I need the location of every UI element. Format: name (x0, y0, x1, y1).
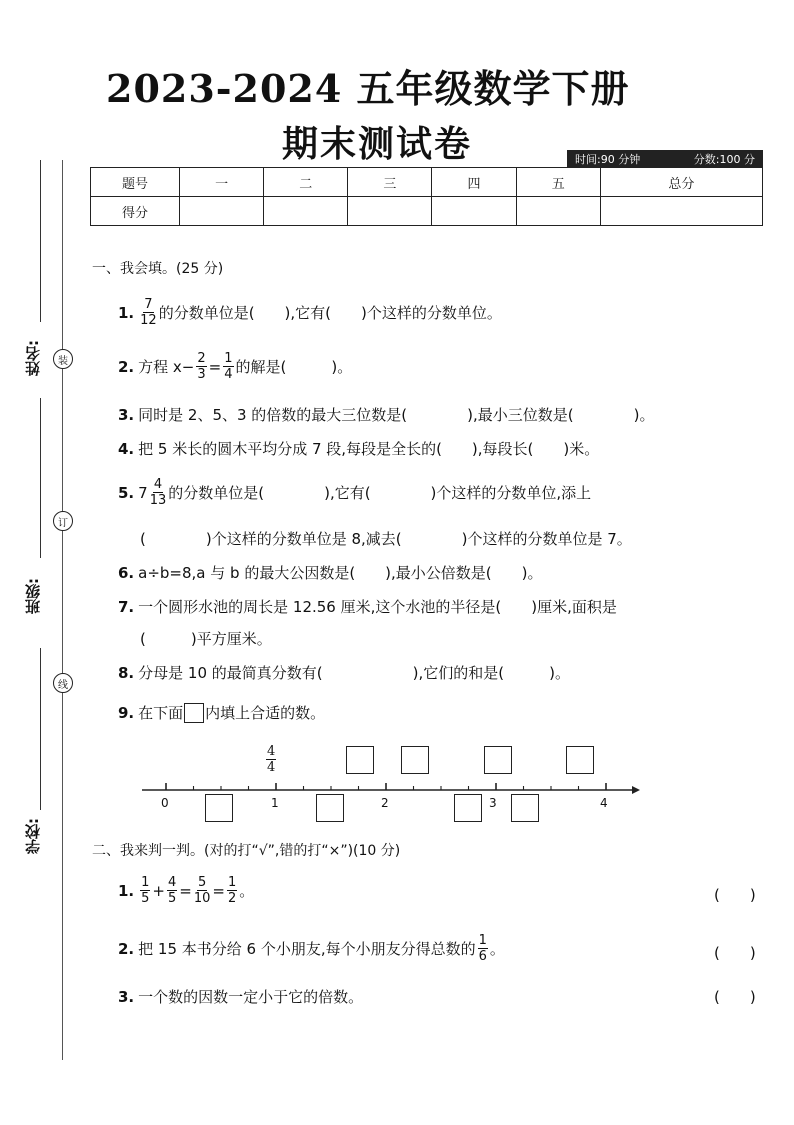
question-number: 9. (118, 703, 135, 722)
number-line-ticks (166, 783, 606, 790)
question-number: 1. (118, 881, 135, 900)
fraction (194, 876, 211, 905)
question-text: 一个圆形水池的周长是 12.56 厘米,这个水池的半径是( )厘米,面积是 (138, 598, 617, 616)
fraction (167, 876, 177, 905)
period: 。 (239, 882, 255, 900)
fraction-numerator: 4 (168, 875, 177, 890)
question-text: 把 5 米长的圆木平均分成 7 段,每段是全长的( ),每段长( )米。 (138, 440, 600, 458)
answer-box[interactable] (484, 746, 512, 774)
question-text: a÷b=8,a 与 b 的最大公因数是( ),最小公倍数是( )。 (138, 564, 543, 582)
question-text: 的分数单位是( ),它有( )个这样的分数单位。 (158, 304, 502, 322)
table-cell: 三 (348, 168, 432, 197)
fraction-numerator: 1 (224, 351, 233, 366)
question-5-line2: ( )个这样的分数单位是 8,减去( )个这样的分数单位是 7。 (140, 530, 632, 548)
judge-question-1 (118, 876, 254, 905)
judge-answer-2[interactable]: ( ) (714, 944, 756, 962)
judge-answer-1[interactable]: ( ) (714, 886, 756, 904)
table-cell: 一 (180, 168, 264, 197)
number-line-fraction (266, 745, 276, 774)
table-cell: 得分 (91, 197, 180, 226)
period: 。 (489, 940, 505, 958)
question-7-line2: ( )平方厘米。 (140, 630, 272, 648)
tick-label-1: 1 (271, 796, 279, 810)
question-text: 方程 x− (138, 358, 195, 376)
question-number: 2. (118, 357, 135, 376)
tick-label-2: 2 (381, 796, 389, 810)
question-text: 一个数的因数一定小于它的倍数。 (138, 988, 364, 1006)
section-heading-judge: 二、我来判一判。(对的打“√”,错的打“×”)(10 分) (92, 843, 401, 859)
question-number: 8. (118, 663, 135, 682)
equals-sign: = (179, 881, 192, 900)
question-text: 把 15 本书分给 6 个小朋友,每个小朋友分得总数的 (138, 940, 476, 958)
question-text: 在下面 (138, 704, 184, 722)
fraction-numerator: 1 (478, 933, 487, 948)
seal-mark-zhuang: 装 (53, 349, 73, 369)
fraction-numerator: 1 (141, 875, 150, 890)
name-label: 姓名: (24, 340, 42, 376)
judge-question-3 (118, 986, 363, 1007)
fraction-denominator: 13 (149, 493, 167, 508)
fraction-numerator: 4 (153, 477, 163, 492)
answer-box[interactable] (205, 794, 233, 822)
time-limit: 时间:90 分钟 (575, 152, 641, 166)
plus-sign: + (152, 881, 165, 900)
fraction-denominator: 5 (168, 891, 177, 906)
tick-label-4: 4 (600, 796, 608, 810)
fraction-denominator: 4 (224, 367, 233, 382)
arrow-icon (632, 786, 640, 794)
table-cell: 二 (264, 168, 348, 197)
table-cell: 四 (432, 168, 516, 197)
question-text: 的解是( )。 (235, 358, 353, 376)
table-cell: 总分 (600, 168, 762, 197)
fraction-denominator: 6 (478, 949, 487, 964)
question-number: 2. (118, 939, 135, 958)
question-text: 的分数单位是( ),它有( )个这样的分数单位,添上 (168, 484, 592, 502)
fraction-numerator: 1 (227, 875, 237, 890)
tick-label-0: 0 (161, 796, 169, 810)
answer-box[interactable] (511, 794, 539, 822)
mixed-whole: 7 (138, 483, 148, 502)
question-text: 内填上合适的数。 (205, 704, 326, 722)
question-text: 分母是 10 的最简真分数有( ),它们的和是( )。 (138, 664, 570, 682)
question-number: 5. (118, 483, 135, 502)
total-score: 分数:100 分 (693, 152, 755, 166)
fraction-denominator: 10 (193, 891, 211, 906)
tick-label-3: 3 (489, 796, 497, 810)
question-number: 4. (118, 439, 135, 458)
answer-box[interactable] (346, 746, 374, 774)
question-number: 3. (118, 987, 135, 1006)
answer-box[interactable] (566, 746, 594, 774)
section-heading-fill: 一、我会填。(25 分) (92, 261, 224, 277)
fraction (140, 876, 150, 905)
fraction-denominator: 4 (267, 760, 276, 775)
equals-sign: = (212, 881, 225, 900)
seal-mark-xian: 线 (53, 673, 73, 693)
fraction-numerator: 4 (267, 744, 276, 759)
answer-box[interactable] (316, 794, 344, 822)
page-title: 2023-2024 五年级数学下册 (106, 66, 630, 111)
question-text: 同时是 2、5、3 的倍数的最大三位数是( ),最小三位数是( )。 (138, 406, 655, 424)
fraction-numerator: 2 (197, 351, 206, 366)
answer-box[interactable] (401, 746, 429, 774)
answer-box[interactable] (454, 794, 482, 822)
fraction-denominator: 5 (141, 891, 150, 906)
table-cell: 题号 (91, 168, 180, 197)
fraction-numerator: 5 (197, 875, 207, 890)
judge-answer-3[interactable]: ( ) (714, 988, 756, 1006)
table-cell: 五 (516, 168, 600, 197)
class-label: 班级: (24, 578, 42, 614)
seal-mark-ding: 订 (53, 511, 73, 531)
fraction-numerator: 7 (144, 297, 153, 312)
fraction (227, 876, 237, 905)
question-number: 3. (118, 405, 135, 424)
fraction-denominator: 3 (197, 367, 206, 382)
fraction (478, 934, 488, 963)
question-number: 1. (118, 303, 135, 322)
question-number: 6. (118, 563, 135, 582)
question-number: 7. (118, 597, 135, 616)
fraction-denominator: 12 (140, 313, 157, 328)
equals-sign: = (208, 357, 222, 376)
page-subtitle: 期末测试卷 (282, 123, 473, 165)
fraction-denominator: 2 (227, 891, 237, 906)
school-label: 学校: (24, 818, 42, 854)
judge-question-2 (118, 934, 505, 963)
